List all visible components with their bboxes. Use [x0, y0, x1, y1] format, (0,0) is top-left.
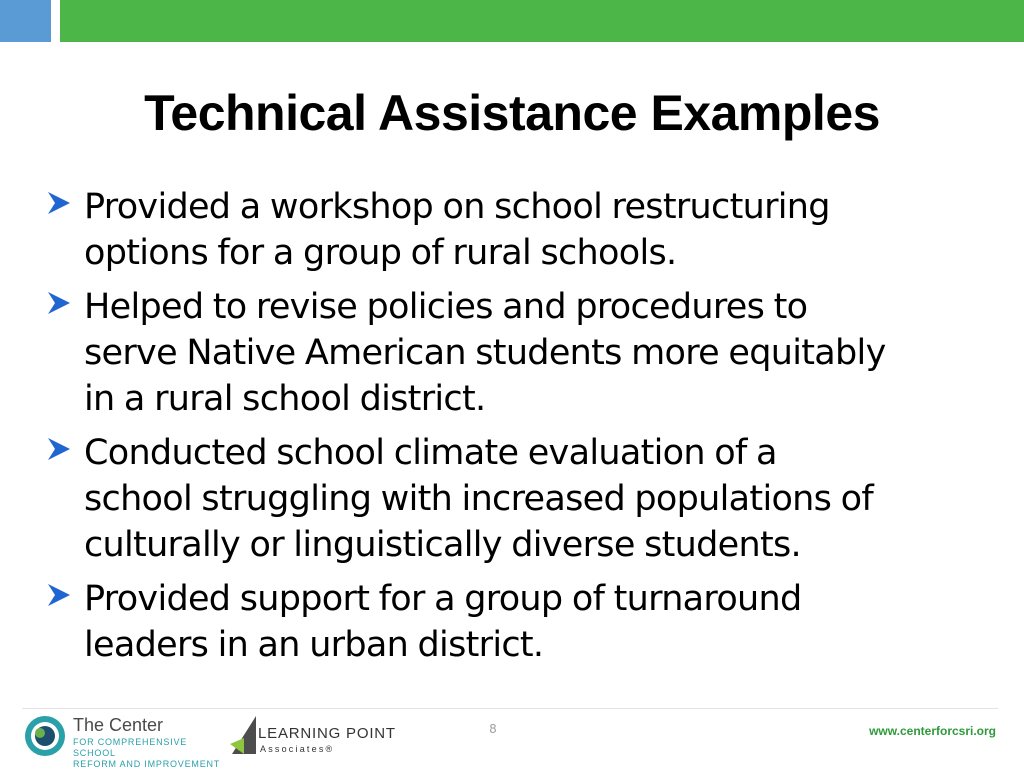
bullet-line: Provided a workshop on school restructuring: [84, 187, 830, 227]
learning-point-name: LEARNING POINT: [258, 725, 396, 742]
arrow-bullet-icon: [46, 576, 84, 607]
bullet-line: Conducted school climate evaluation of a: [84, 433, 777, 473]
center-logo-line: REFORM AND IMPROVEMENT: [73, 759, 221, 769]
bullet-item: [46, 284, 996, 422]
footer-divider: [22, 708, 998, 709]
bullet-text: [84, 576, 802, 668]
bullet-text: [84, 184, 830, 276]
bullet-line: culturally or linguistically diverse students.: [84, 525, 801, 565]
bullet-list: [46, 184, 996, 676]
bullet-item: [46, 430, 996, 568]
bullet-line: Helped to revise policies and procedures to: [84, 287, 808, 327]
bullet-line: serve Native American students more equitably: [84, 333, 886, 373]
bullet-line: in a rural school district.: [84, 379, 486, 419]
center-logo-tagline: [73, 737, 223, 770]
bullet-line: options for a group of rural schools.: [84, 233, 677, 273]
bullet-line: leaders in an urban district.: [84, 625, 544, 665]
bullet-item: [46, 576, 996, 668]
bullet-text: [84, 284, 886, 422]
arrow-bullet-icon: [46, 284, 84, 315]
header-green-bar: [60, 0, 1024, 42]
center-logo-name: The Center: [73, 715, 164, 735]
header-blue-block: [0, 0, 51, 42]
learning-point-sub: Associates®: [260, 744, 335, 754]
footer-url: www.centerforcsri.org: [869, 724, 996, 738]
bullet-line: school struggling with increased populations of: [84, 479, 873, 519]
center-logo: [23, 714, 223, 769]
learning-point-logo: [228, 714, 408, 760]
slide-title: Technical Assistance Examples: [144, 85, 880, 141]
center-logo-line: FOR COMPREHENSIVE SCHOOL: [73, 737, 188, 758]
bullet-text: [84, 430, 873, 568]
learning-point-mark-icon: [228, 714, 258, 758]
page-number: 8: [489, 722, 497, 736]
arrow-bullet-icon: [46, 430, 84, 461]
center-logo-icon: [23, 714, 67, 758]
bullet-item: [46, 184, 996, 276]
arrow-bullet-icon: [46, 184, 84, 215]
bullet-line: Provided support for a group of turnaround: [84, 579, 802, 619]
